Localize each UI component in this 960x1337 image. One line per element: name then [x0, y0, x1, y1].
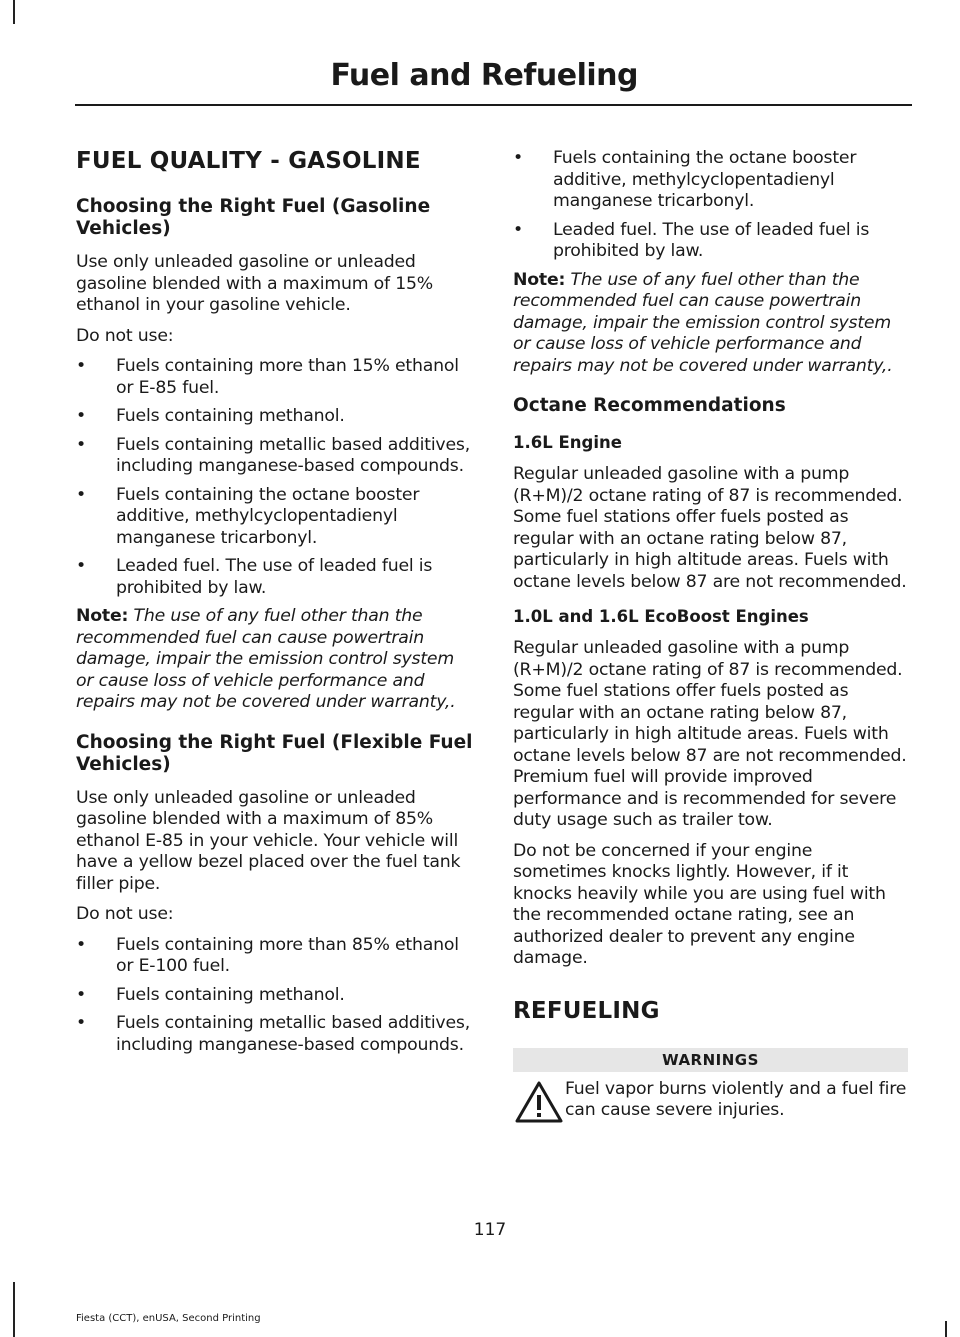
- header-divider: [75, 104, 912, 106]
- bullet-list-gasoline: [76, 356, 476, 599]
- paragraph-gasoline-use: Use only unleaded gasoline or unleaded gasoline blended with a maximum of 15% ethanol in your gasoline vehicle.: [76, 252, 434, 315]
- note-text: The use of any fuel other than the recommended fuel can cause powertrain damage, impair the emission control system or cause loss of vehicle performance and repairs may not be covered under warranty,.: [76, 606, 456, 712]
- note-text: The use of any fuel other than the recommended fuel can cause powertrain damage, impair the emission control system or cause loss of vehicle performance and repairs may not be covered under warranty,.: [513, 269, 893, 376]
- list-item: • Leaded fuel. The use of leaded fuel is prohibited by law.: [76, 556, 476, 599]
- footer-edition: Fiesta (CCT), enUSA, Second Printing: [76, 1313, 261, 1324]
- list-item: • Fuels containing methanol.: [76, 406, 476, 428]
- list-item: • Fuels containing the octane booster additive, methylcyclopentadienyl manganese tricarbonyl.: [76, 485, 476, 550]
- crop-mark-bottom-right-v: [945, 1321, 947, 1337]
- page-number: 117: [473, 1220, 507, 1240]
- heading-octane: Octane Recommendations: [513, 395, 786, 416]
- list-item: • Fuels containing metallic based additives, including manganese-based compounds.: [76, 1013, 476, 1056]
- warning-triangle-icon: [513, 1079, 565, 1125]
- heading-gasoline-vehicles: Choosing the Right Fuel (Gasoline Vehicles): [76, 196, 431, 239]
- note-label: Note:: [76, 606, 129, 626]
- note-paragraph: [513, 270, 908, 378]
- heading-refueling: REFUELING: [513, 997, 660, 1024]
- list-item: • Fuels containing more than 85% ethanol or E-100 fuel.: [76, 935, 476, 978]
- heading-fuel-quality: FUEL QUALITY - GASOLINE: [76, 148, 421, 174]
- crop-mark-top-left-v: [13, 0, 15, 24]
- right-column: [513, 148, 908, 1125]
- warnings-header: WARNINGS: [513, 1048, 908, 1072]
- heading-flexible-fuel: Choosing the Right Fuel (Flexible Fuel Vehicles): [76, 731, 473, 775]
- list-item: • Leaded fuel. The use of leaded fuel is prohibited by law.: [513, 220, 908, 263]
- warning-text: Fuel vapor burns violently and a fuel fire can cause severe injuries.: [565, 1078, 907, 1120]
- left-column: [76, 148, 476, 1063]
- bullet-list-flex: [76, 935, 476, 1057]
- crop-mark-bottom-left-v: [13, 1282, 15, 1337]
- page-header-title: Fuel and Refueling: [330, 58, 638, 93]
- note-label: Note:: [513, 269, 566, 290]
- heading-ecoboost: 1.0L and 1.6L EcoBoost Engines: [513, 607, 809, 626]
- list-item: • Fuels containing metallic based additives, including manganese-based compounds.: [76, 435, 476, 478]
- paragraph-flex-use: Use only unleaded gasoline or unleaded gasoline blended with a maximum of 85% ethanol E-85 in your vehicle. Your vehicle will have a yellow bezel placed over the fuel tank filler pipe.: [76, 787, 461, 894]
- bullet-list-continued: [513, 148, 908, 263]
- paragraph-do-not-use: Do not use:: [76, 904, 174, 924]
- list-item: • Fuels containing methanol.: [76, 985, 476, 1007]
- paragraph-do-not-use: Do not use:: [76, 325, 174, 346]
- paragraph-engine-1-6l: Regular unleaded gasoline with a pump (R+M)/2 octane rating of 87 is recommended. Some fuel stations offer fuels posted as regular with an octane rating below 87, particularly in high altitude areas. Fuels with octane levels below 87 are not recommended.: [513, 464, 907, 592]
- warning-item: [513, 1079, 908, 1125]
- note-paragraph: [76, 606, 476, 714]
- heading-engine-1-6l: 1.6L Engine: [513, 433, 622, 452]
- paragraph-ecoboost: Regular unleaded gasoline with a pump (R+M)/2 octane rating of 87 is recommended. Some fuel stations offer fuels posted as regular with an octane rating below 87, particularly in high altitude areas. Fuels with octane levels below 87 are not recommended. Premium fuel will provide improved performance and is recommended for severe duty usage such as trailer tow.: [513, 638, 907, 830]
- list-item: • Fuels containing more than 15% ethanol or E-85 fuel.: [76, 356, 476, 399]
- list-item: • Fuels containing the octane booster additive, methylcyclopentadienyl manganese tricarbonyl.: [513, 148, 908, 213]
- paragraph-knock: Do not be concerned if your engine sometimes knocks lightly. However, if it knocks heavily while you are using fuel with the recommended octane rating, see an authorized dealer to prevent any engine damage.: [513, 840, 886, 968]
